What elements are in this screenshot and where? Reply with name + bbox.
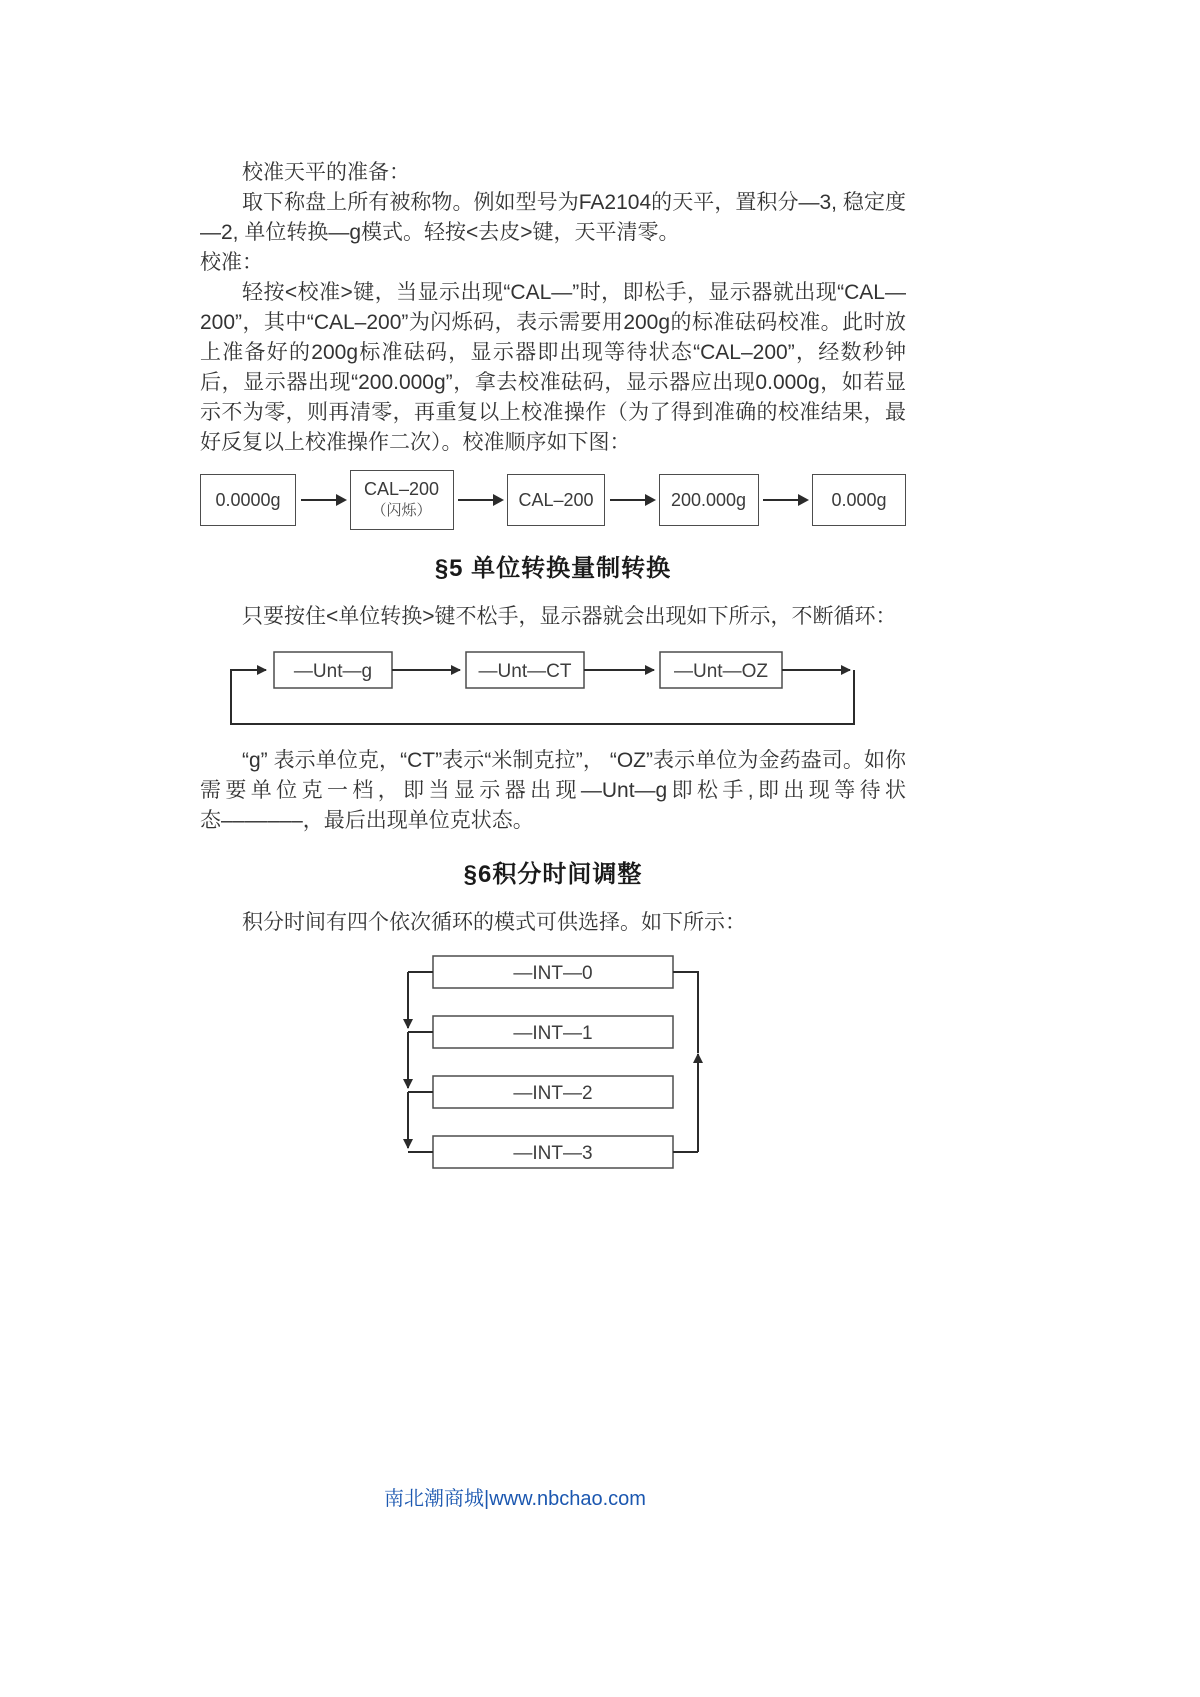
unit-conversion-flowchart — [228, 644, 862, 734]
calibration-prep-title: 校准天平的准备： — [242, 161, 410, 184]
flow-step-label: —INT—3 — [513, 1143, 593, 1164]
calibration-label: 校准： — [200, 251, 263, 274]
flow-step-cal-waiting — [507, 474, 605, 526]
arrow-right-icon — [301, 499, 345, 501]
flow-step-zero — [812, 474, 906, 526]
flow-step-label: CAL–200 — [518, 489, 594, 510]
calibration-flowchart — [200, 470, 906, 530]
flow-step-label: 0.000g — [831, 489, 887, 510]
flow-step-label: —INT—2 — [513, 1083, 593, 1104]
flow-step-label: 200.000g — [670, 489, 747, 510]
integration-flowchart — [381, 954, 725, 1180]
section-6-heading: §6积分时间调整 — [463, 861, 643, 888]
flow-step-sublabel: （闪烁） — [371, 502, 432, 519]
section-5-heading: §5 单位转换量制转换 — [434, 555, 672, 582]
unit-intro-text: 只要按住<单位转换>键不松手，显示器就会出现如下所示，不断循环： — [242, 605, 897, 628]
flow-step-label: —INT—1 — [513, 1023, 593, 1044]
unit-explain-text: “g” 表示单位克，“CT”表示“米制克拉”， “OZ”表示单位为金药盎司。如你需要单位克一档，即当显示器出现—Unt—g即松手,即出现等待状态–––––––，最后出现单位克状态。 — [200, 749, 906, 832]
calibration-prep-text: 取下称盘上所有被称物。例如型号为FA2104的天平，置积分—3, 稳定度—2, 单位转换—g模式。轻按<去皮>键，天平清零。 — [200, 191, 906, 244]
flow-step-200g — [659, 474, 759, 526]
arrow-right-icon — [458, 499, 502, 501]
flow-step-label: —Unt—CT — [478, 661, 572, 682]
flow-step-label: CAL–200 — [363, 479, 440, 499]
connector-line — [673, 972, 698, 1053]
flow-step-initial — [200, 474, 296, 526]
flow-step-label: 0.0000g — [215, 489, 281, 510]
calibration-procedure-text: 轻按<校准>键，当显示出现“CAL—”时，即松手，显示器就出现“CAL—200”，其中“CAL–200”为闪烁码，表示需要用200g的标准砝码校准。此时放上准备好的200g标准砝码，显示器即出现等待状态“CAL–200”，经数秒钟后，显示器出现“200.000g”，拿去校准砝码，显示器应出现0.000g，如若显示不为零，则再清零，再重复以上校准操作（为了得到准确的校准结果，最好反复以上校准操作二次）。校准顺序如下图： — [200, 281, 906, 454]
flow-step-label: —INT—0 — [513, 963, 593, 984]
page-content — [200, 158, 906, 1180]
arrow-right-icon — [763, 499, 807, 501]
footer-watermark: 南北潮商城|www.nbchao.com — [384, 1488, 646, 1510]
flow-step-label: —Unt—OZ — [674, 661, 768, 682]
flow-step-label: —Unt—g — [293, 661, 373, 682]
flow-step-cal-flashing — [350, 470, 454, 530]
integration-intro-text: 积分时间有四个依次循环的模式可供选择。如下所示： — [242, 911, 746, 934]
arrow-right-icon — [610, 499, 654, 501]
